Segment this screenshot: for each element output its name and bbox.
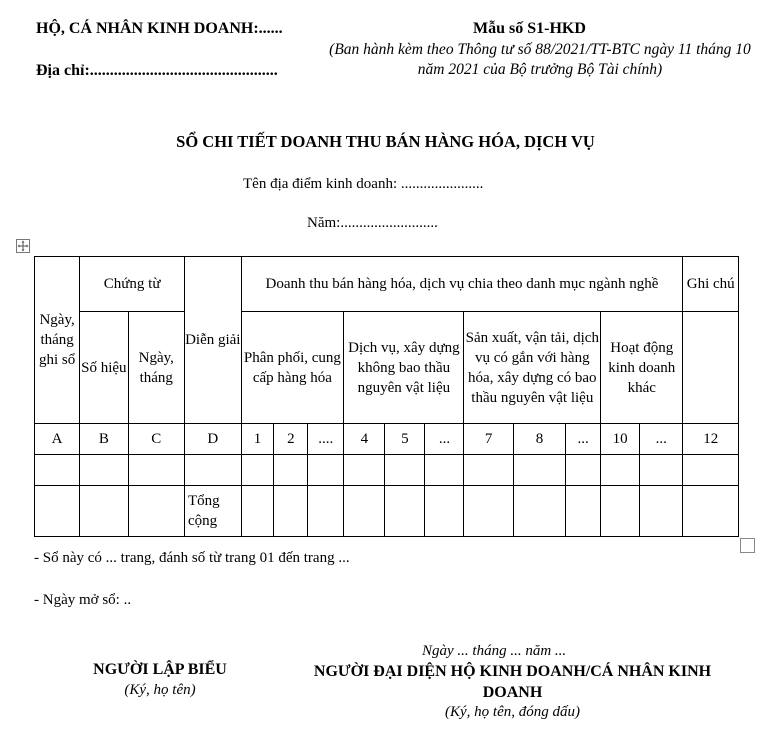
code-cell: ... (640, 424, 683, 455)
entry-cell[interactable] (640, 455, 683, 486)
code-row (35, 424, 739, 455)
code-cell: 2 (274, 424, 308, 455)
entry-cell[interactable] (274, 455, 308, 486)
revenue-ledger-table (34, 256, 739, 537)
code-cell: 8 (513, 424, 565, 455)
entry-cell[interactable] (128, 455, 185, 486)
header-description: Diễn giải (185, 257, 242, 424)
code-cell: 4 (344, 424, 385, 455)
code-cell: 5 (385, 424, 425, 455)
open-date-note: - Ngày mở sổ: .. (34, 592, 132, 608)
document-title: SỔ CHI TIẾT DOANH THU BÁN HÀNG HÓA, DỊCH VỤ (176, 132, 595, 151)
representative-signature-note: (Ký, họ tên, đóng dấu) (445, 704, 580, 720)
code-cell: C (128, 424, 185, 455)
total-cell[interactable] (35, 486, 80, 537)
header-production: Sản xuất, vận tải, dịch vụ có gắn với hàng hóa, xây dựng có bao thầu nguyên vật liệu (464, 312, 601, 424)
entry-cell[interactable] (425, 455, 464, 486)
header-voucher: Chứng từ (80, 257, 185, 312)
entry-cell[interactable] (464, 455, 513, 486)
entry-cell[interactable] (385, 455, 425, 486)
table-resize-handle-icon[interactable] (740, 538, 755, 553)
entry-cell[interactable] (241, 455, 274, 486)
signature-date-line: Ngày ... tháng ... năm ... (422, 643, 567, 659)
entry-cell[interactable] (80, 455, 128, 486)
code-cell: .... (308, 424, 344, 455)
entry-row[interactable] (35, 455, 739, 486)
code-cell: ... (566, 424, 601, 455)
total-cell[interactable] (274, 486, 308, 537)
header-note-empty (683, 312, 739, 424)
total-cell[interactable] (128, 486, 185, 537)
total-cell[interactable] (640, 486, 683, 537)
header-voucher-date: Ngày, tháng (128, 312, 185, 424)
code-cell: 12 (683, 424, 739, 455)
total-cell[interactable] (80, 486, 128, 537)
header-note: Ghi chú (683, 257, 739, 312)
total-cell[interactable] (385, 486, 425, 537)
code-cell: 7 (464, 424, 513, 455)
total-cell[interactable] (601, 486, 640, 537)
header-other-business: Hoạt động kinh doanh khác (601, 312, 683, 424)
total-cell[interactable] (308, 486, 344, 537)
code-cell: ... (425, 424, 464, 455)
entry-cell[interactable] (683, 455, 739, 486)
total-row (35, 486, 739, 537)
address-line: Địa chỉ:............................................... (36, 62, 278, 79)
total-cell[interactable] (425, 486, 464, 537)
entry-cell[interactable] (513, 455, 565, 486)
entry-cell[interactable] (35, 455, 80, 486)
total-cell[interactable] (344, 486, 385, 537)
total-cell[interactable] (683, 486, 739, 537)
header-distribution: Phân phối, cung cấp hàng hóa (241, 312, 344, 424)
code-cell: B (80, 424, 128, 455)
code-cell: 1 (241, 424, 274, 455)
preparer-title: NGƯỜI LẬP BIỂU (93, 661, 227, 678)
representative-title: NGƯỜI ĐẠI DIỆN HỘ KINH DOANH/CÁ NHÂN KINH DOANH (313, 663, 712, 701)
total-cell[interactable] (566, 486, 601, 537)
total-label: Tổng cộng (185, 486, 242, 537)
total-cell[interactable] (513, 486, 565, 537)
business-name-line: HỘ, CÁ NHÂN KINH DOANH:...... (36, 20, 283, 37)
code-cell: D (185, 424, 242, 455)
header-date-recorded: Ngày, tháng ghi sổ (35, 257, 80, 424)
form-number: Mẫu số S1-HKD (473, 20, 586, 37)
table-move-handle-icon[interactable] (16, 239, 30, 253)
header-services: Dịch vụ, xây dựng không bao thầu nguyên vật liệu (344, 312, 464, 424)
page-count-note: - Sổ này có ... trang, đánh số từ trang 01 đến trang ... (34, 550, 350, 566)
entry-cell[interactable] (308, 455, 344, 486)
entry-cell[interactable] (185, 455, 242, 486)
issued-by-note: (Ban hành kèm theo Thông tư số 88/2021/TT-BTC ngày 11 tháng 10 năm 2021 của Bộ trưởng Bộ Tài chính) (329, 41, 751, 78)
header-voucher-number: Số hiệu (80, 312, 128, 424)
entry-cell[interactable] (566, 455, 601, 486)
code-cell: 10 (601, 424, 640, 455)
preparer-signature-note: (Ký, họ tên) (124, 682, 196, 698)
entry-cell[interactable] (344, 455, 385, 486)
entry-cell[interactable] (601, 455, 640, 486)
code-cell: A (35, 424, 80, 455)
year-line: Năm:.......................... (307, 215, 438, 231)
total-cell[interactable] (464, 486, 513, 537)
business-place-line: Tên địa điểm kinh doanh: ...................... (243, 176, 484, 192)
header-revenue-by-sector: Doanh thu bán hàng hóa, dịch vụ chia theo danh mục ngành nghề (241, 257, 683, 312)
total-cell[interactable] (241, 486, 274, 537)
